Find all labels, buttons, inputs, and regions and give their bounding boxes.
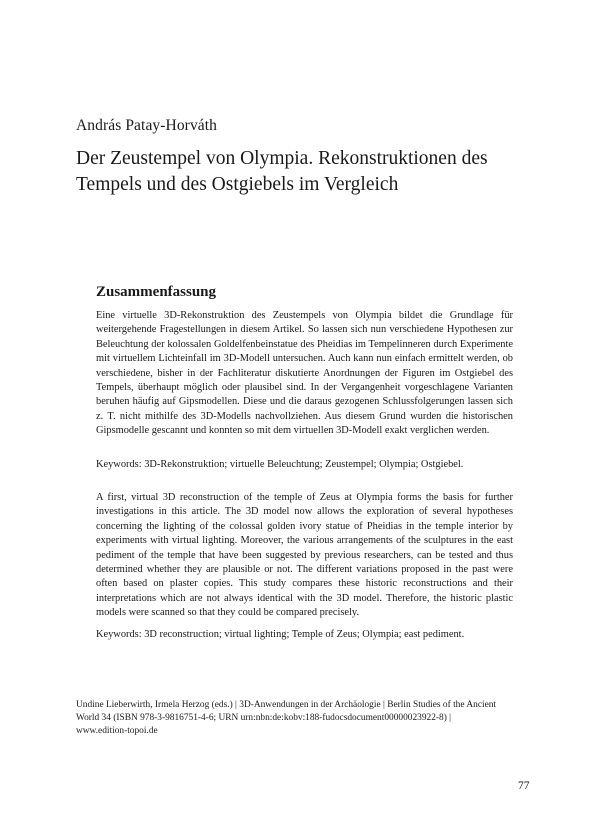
page-number: 77 [518, 780, 530, 792]
section-heading: Zusammenfassung [96, 284, 217, 300]
footer-citation: Undine Lieberwirth, Irmela Herzog (eds.) | 3D-Anwendungen in der Archäologie | Berlin Studies of the Ancient World 34 (ISBN 978-3-9816751-4-6; URN urn:nbn:de:kobv:188-fudocsdocument00000023922-8) | www.edition-topoi.de [76, 700, 497, 737]
keywords-english: Keywords: 3D reconstruction; virtual lighting; Temple of Zeus; Olympia; east pediment. [96, 629, 465, 640]
article-title: Der Zeustempel von Olympia. Rekonstruktionen des Tempels und des Ostgiebels im Vergleich [76, 148, 488, 195]
author-name: András Patay-Horváth [76, 117, 218, 134]
abstract-german: Eine virtuelle 3D-Rekonstruktion des Zeustempels von Olympia bildet die Grundlage für weitergehende Fragestellungen in diesem Artikel. So lassen sich nun verschiedene Hypothesen zur Beleuchtung der kolossalen Goldelfenbeinstatue des Pheidias im Tempelinneren durch Experimente mit virtuellem Lichteinfall im 3D-Modell untersuchen. Auch kann nun einfach ermittelt werden, ob verschiedene, bisher in der Fachliteratur diskutierte Anordnungen der Figuren im Ostgiebel des Tempels, überhaupt möglich oder plausibel sind. In der Vergangenheit vorgeschlagene Varianten beruhen häufig auf Gipsmodellen. Diese und die daraus gezogenen Schlussfolgerungen lassen sich z. T. nicht mithilfe des 3D-Modells nachvollziehen. Aus diesem Grund wurden die historischen Gipsmodelle gescannt und konnten so mit dem virtuellen 3D-Modell exakt verglichen werden. [96, 310, 513, 437]
abstract-english: A first, virtual 3D reconstruction of the temple of Zeus at Olympia forms the basis for further investigations in this article. The 3D model now allows the exploration of several hypotheses concerning the lighting of the colossal golden ivory statue of Pheidias in the temple interior by experiments with virtual lighting. Moreover, the various arrangements of the sculptures in the east pediment of the temple that have been suggested by previous researchers, can be tested and thus determined whether they are plausible or not. The different variations proposed in the past were often based on plaster copies. This study compares these historic reconstructions and their interpretations which are not always identical with the 3D model. Therefore, the historic plastic models were scanned so that they could be compared precisely. [96, 492, 513, 619]
keywords-german: Keywords: 3D-Rekonstruktion; virtuelle Beleuchtung; Zeustempel; Olympia; Ostgiebel. [96, 459, 464, 470]
